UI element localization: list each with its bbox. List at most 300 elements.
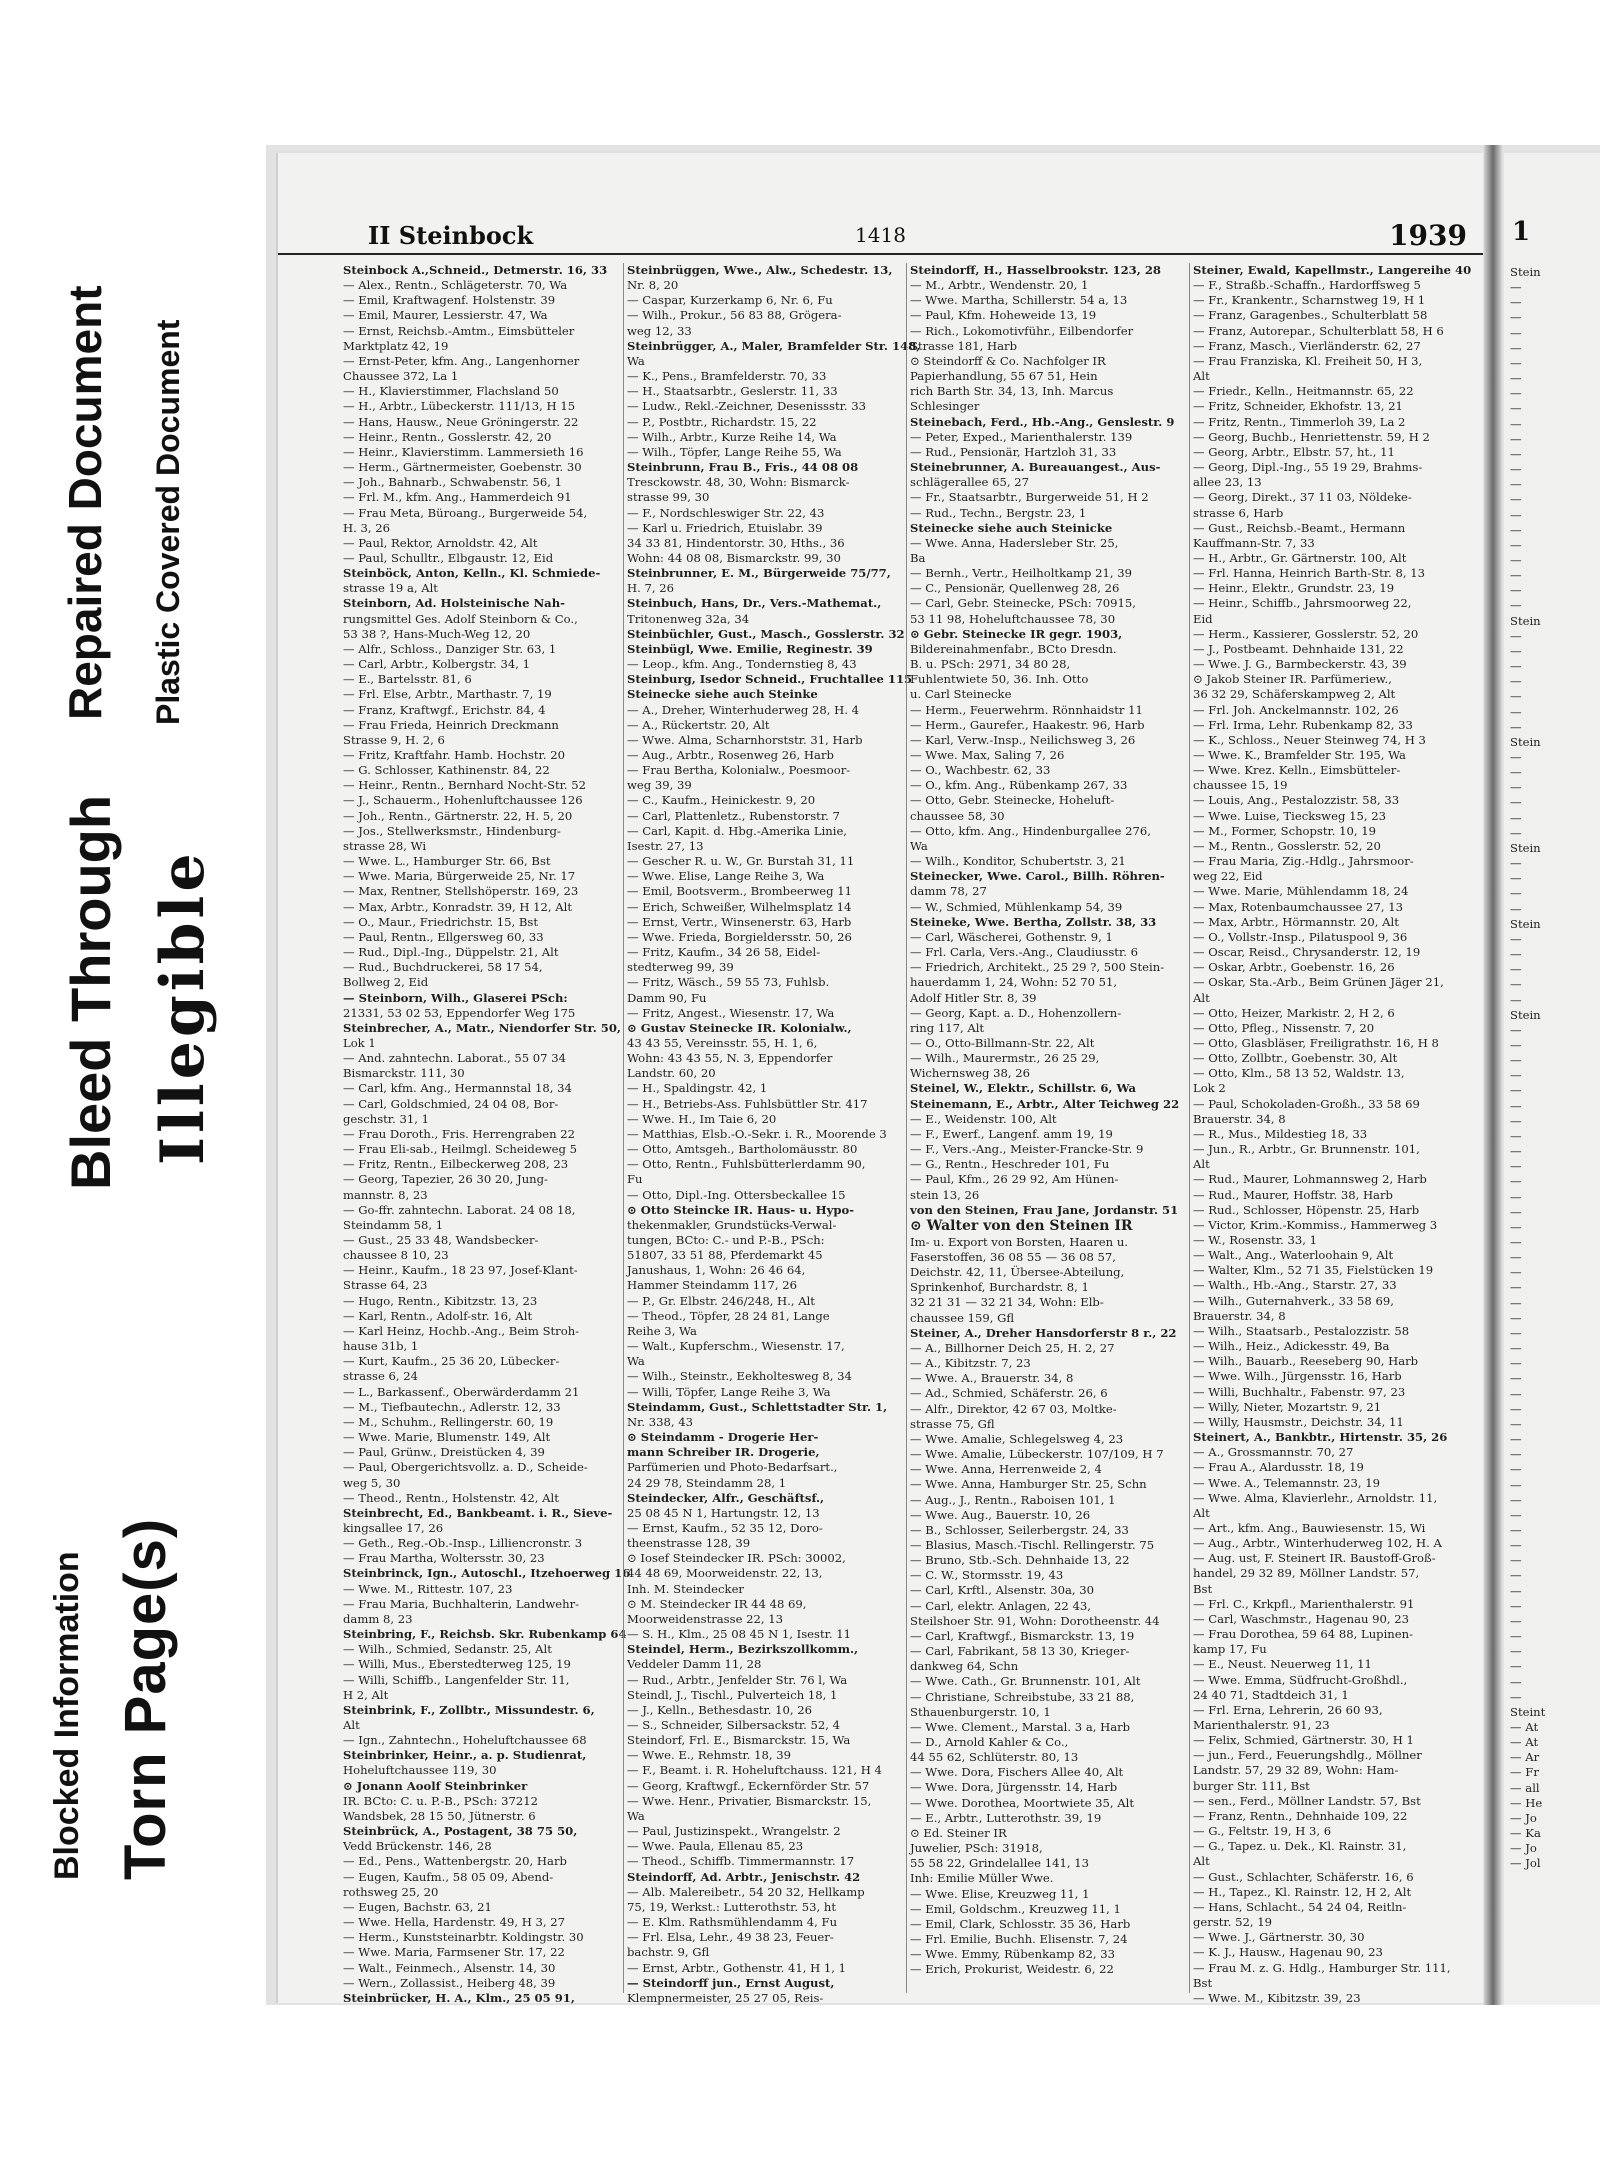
scanned-book-spread [266, 145, 1600, 2005]
directory-entry: — Georg, Direkt., 37 11 03, Nöldeke- [1193, 490, 1412, 505]
directory-entry: strasse 99, 30 [627, 490, 710, 505]
directory-entry: — sen., Ferd., Möllner Landstr. 57, Bst [1193, 1793, 1421, 1808]
directory-entry: — Franz, Autorepar., Schulterblatt 58, H 6 [1193, 323, 1444, 338]
directory-entry: — Georg, Arbtr., Elbstr. 57, ht., 11 [1193, 444, 1395, 459]
page-number: 1418 [855, 223, 906, 247]
directory-entry: — Heinr., Kaufm., 18 23 97, Josef-Klant- [343, 1263, 578, 1278]
directory-entry: Bst [1193, 1581, 1213, 1596]
directory-entry: 44 48 69, Moorweidenstr. 22, 13, [627, 1566, 823, 1581]
next-page-line: — Ka [1510, 1826, 1541, 1841]
directory-entry: — Aug., J., Rentn., Raboisen 101, 1 [910, 1492, 1116, 1507]
directory-entry: — Wwe. A., Telemannstr. 23, 19 [1193, 1475, 1381, 1490]
directory-entry: Nr. 8, 20 [627, 278, 679, 293]
directory-entry: — Joh., Rentn., Gärtnerstr. 22, H. 5, 20 [343, 808, 573, 823]
directory-entry: — Ed., Pens., Wattenbergstr. 20, Harb [343, 1854, 567, 1869]
directory-entry: tungen, BCto: C.- und P.-B., PSch: [627, 1233, 825, 1247]
next-page-line: — [1510, 931, 1522, 946]
directory-entry: ⊙ Gustav Steinecke IR. Kolonialw., [627, 1020, 852, 1035]
directory-entry: — Jun., R., Arbtr., Gr. Brunnenstr. 101, [1193, 1142, 1420, 1157]
directory-entry: — Alfr., Schloss., Danziger Str. 63, 1 [343, 641, 557, 656]
directory-entry: — W., Rosenstr. 33, 1 [1193, 1233, 1317, 1247]
directory-entry: — Wilh., Steinstr., Eekholtesweg 8, 34 [627, 1369, 852, 1384]
next-page-line: — [1510, 1341, 1522, 1356]
directory-entry: stedterweg 99, 39 [627, 960, 734, 975]
directory-entry: — Paul, Rentn., Ellgersweg 60, 33 [343, 929, 544, 944]
directory-entry: — F., Ewerf., Langenf. amm 19, 19 [910, 1126, 1113, 1141]
directory-entry: — O., Vollstr.-Insp., Pilatuspool 9, 36 [1193, 929, 1408, 944]
directory-entry: — Rud., Buchdruckerei, 58 17 54, [343, 960, 543, 975]
directory-entry: — jun., Ferd., Feuerungshdlg., Möllner [1193, 1748, 1422, 1763]
directory-entry: H. 3, 26 [343, 520, 390, 535]
next-page-line: — [1510, 1235, 1522, 1249]
directory-entry: Wa [627, 1354, 645, 1369]
directory-entry: Steindamm 58, 1 [343, 1217, 444, 1232]
directory-entry: — Fritz, Wäsch., 59 55 73, Fuhlsb. [627, 975, 830, 990]
directory-entry: Steinebrunner, A. Bureauangest., Aus- [910, 460, 1161, 475]
directory-entry: — Frl. Joh. Anckelmannstr. 102, 26 [1193, 702, 1399, 717]
directory-entry: — Wwe. J., Gärtnerstr. 30, 30 [1193, 1930, 1365, 1945]
next-page-line: — [1510, 1553, 1522, 1568]
directory-entry: thekenmakler, Grundstücks-Verwal- [627, 1217, 837, 1232]
directory-entry: — B., Schlosser, Seilerbergstr. 24, 33 [910, 1522, 1129, 1537]
directory-entry: — H., Betriebs-Ass. Fuhlsbüttler Str. 417 [627, 1096, 868, 1111]
directory-entry: — C., Pensionär, Quellenweg 28, 26 [910, 581, 1120, 596]
directory-entry: — Frau M. z. G. Hdlg., Hamburger Str. 111, [1193, 1960, 1451, 1975]
directory-entry: — Willi, Schiffb., Langenfelder Str. 11, [343, 1672, 570, 1687]
next-page-line: — At [1510, 1735, 1539, 1750]
directory-entry: — Franz, Masch., Vierländerstr. 62, 27 [1193, 338, 1421, 353]
directory-entry: Steinbrunner, E. M., Bürgerweide 75/77, [627, 566, 891, 581]
directory-entry: — Caspar, Kurzerkamp 6, Nr. 6, Fu [627, 293, 833, 308]
directory-entry: — Wwe. L., Hamburger Str. 66, Bst [343, 854, 551, 869]
directory-entry: Steiner, A., Dreher Hansdorferstr 8 r., 22 [910, 1325, 1177, 1340]
next-page-line: — [1510, 1568, 1522, 1583]
directory-entry: — Emil, Clark, Schlosstr. 35 36, Harb [910, 1916, 1131, 1931]
directory-entry: — Blasius, Masch.-Tischl. Rellingerstr. 75 [910, 1537, 1155, 1552]
directory-entry: — Gescher R. u. W., Gr. Burstah 31, 11 [627, 854, 855, 869]
directory-entry: Steindel, Herm., Bezirkszollkomm., [627, 1642, 859, 1657]
directory-entry: Papierhandlung, 55 67 51, Hein [910, 369, 1098, 384]
directory-entry: Ba [910, 550, 926, 565]
next-page-line: — [1510, 1325, 1522, 1340]
directory-entry: H. 7, 26 [627, 581, 674, 596]
directory-entry: — Wwe. Amalie, Schlegelsweg 4, 23 [910, 1431, 1124, 1446]
next-page-line: — [1510, 825, 1522, 840]
directory-entry: Lok 1 [343, 1035, 376, 1050]
directory-entry: — Frau A., Alardusstr. 18, 19 [1193, 1460, 1364, 1475]
directory-entry: Steineke, Wwe. Bertha, Zollstr. 38, 33 [910, 914, 1157, 929]
directory-entry: Steindorff, Ad. Arbtr., Jenischstr. 42 [627, 1869, 861, 1884]
next-page-line: — [1510, 507, 1522, 522]
directory-entry: — Frau Maria, Zig.-Hdlg., Jahrsmoor- [1193, 854, 1414, 869]
directory-entry: — Alb. Malereibetr., 54 20 32, Hellkamp [627, 1884, 865, 1899]
next-page-line: — [1510, 1189, 1522, 1204]
directory-entry: — Otto, Amtsgeh., Bartholomäusstr. 80 [627, 1142, 858, 1157]
directory-entry: — H., Arbtr., Gr. Gärtnerstr. 100, Alt [1193, 550, 1407, 565]
directory-entry: — Walt., Ang., Waterloohain 9, Alt [1193, 1248, 1394, 1263]
directory-entry: dankweg 64, Schn [910, 1659, 1019, 1674]
directory-entry: — Paul, Kfm. Hoheweide 13, 19 [910, 308, 1097, 323]
directory-entry: chaussee 159, Gfl [910, 1310, 1015, 1325]
directory-entry: Alt [1193, 1854, 1210, 1869]
directory-entry: Marktplatz 42, 19 [343, 338, 449, 353]
next-page-line: — [1510, 750, 1522, 764]
directory-entry: — Fr., Staatsarbtr., Burgerweide 51, H 2 [910, 490, 1149, 505]
directory-entry: — Heinr., Schiffb., Jahrsmoorweg 22, [1193, 596, 1412, 611]
next-page-line: — [1510, 886, 1522, 901]
column-1 [340, 263, 631, 2005]
directory-entry: chaussee 15, 19 [1193, 778, 1288, 793]
directory-entry: — Heinr., Elektr., Grundstr. 23, 19 [1193, 581, 1395, 596]
directory-entry: weg 22, Eid [1193, 869, 1263, 884]
directory-entry: Parfümerien und Photo-Bedarfsart., [627, 1460, 838, 1475]
next-page-line: — [1510, 1204, 1522, 1219]
directory-entry: burger Str. 111, Bst [1193, 1778, 1310, 1793]
directory-entry: 55 58 22, Grindelallee 141, 13 [910, 1856, 1089, 1871]
directory-entry: Steindorf, Frl. E., Bismarckstr. 15, Wa [627, 1733, 851, 1748]
directory-entry: Wandsbek, 28 15 50, Jütnerstr. 6 [343, 1808, 536, 1823]
directory-entry: 44 55 62, Schlüterstr. 80, 13 [910, 1750, 1079, 1765]
scanner-target-strip [0, 0, 250, 2177]
directory-entry: — P., Gr. Elbstr. 246/248, H., Alt [627, 1293, 815, 1308]
directory-entry: — Rud., Arbtr., Jenfelder Str. 76 l, Wa [627, 1672, 848, 1687]
directory-entry: ⊙ Iosef Steindecker IR. PSch: 30002, [627, 1551, 846, 1566]
directory-entry: — Rud., Pensionär, Hartzloh 31, 33 [910, 444, 1117, 459]
directory-entry: — Paul, Rektor, Arnoldstr. 42, Alt [343, 535, 538, 550]
directory-entry: rungsmittel Ges. Adolf Steinborn & Co., [343, 611, 578, 626]
directory-entry: — Frl. M., kfm. Ang., Hammerdeich 91 [343, 490, 572, 505]
directory-entry: — F., Straßb.-Schaffn., Hardorffsweg 5 [1193, 278, 1421, 293]
next-page-line: — [1510, 1598, 1522, 1613]
directory-entry: — D., Arnold Kahler & Co., [910, 1735, 1069, 1749]
directory-entry: — Wwe. Alma, Scharnhorststr. 31, Harb [627, 732, 863, 747]
directory-entry: Sprinkenhof, Burchardstr. 8, 1 [910, 1280, 1089, 1295]
directory-entry: — K. J., Hausw., Hagenau 90, 23 [1193, 1945, 1383, 1960]
directory-entry: Fuhlentwiete 50, 36. Inh. Otto [910, 672, 1089, 687]
next-page-line: — [1510, 1492, 1522, 1507]
next-page-line: Stein [1510, 265, 1541, 279]
label-torn-pages: Torn Page(s) [113, 1517, 178, 1880]
next-page-line: — [1510, 492, 1522, 507]
directory-entry: Kauffmann-Str. 7, 33 [1193, 535, 1315, 550]
next-page-line: — [1510, 643, 1522, 658]
directory-entry: — Otto, Klm., 58 13 52, Waldstr. 13, [1193, 1066, 1405, 1081]
directory-entry: Inh. M. Steindecker [627, 1581, 744, 1596]
directory-entry: Steindamm, Gust., Schlettstadter Str. 1, [627, 1399, 888, 1414]
directory-entry: — A., Kibitzstr. 7, 23 [910, 1356, 1031, 1371]
directory-entry: Wa [627, 1808, 645, 1823]
directory-entry: — A., Rückertstr. 20, Alt [627, 717, 770, 732]
next-page-line: — [1510, 719, 1522, 734]
directory-entry: — Oskar, Sta.-Arb., Beim Grünen Jäger 21, [1193, 975, 1444, 990]
directory-entry: — Wwe. Anna, Herrenweide 2, 4 [910, 1462, 1102, 1477]
directory-entry: — Hans, Schlacht., 54 24 04, Reitln- [1193, 1899, 1407, 1914]
directory-entry: — Fritz, Kraftfahr. Hamb. Hochstr. 20 [343, 748, 565, 762]
column-3 [906, 263, 1183, 1993]
directory-entry: mann Schreiber IR. Drogerie, [627, 1445, 820, 1460]
directory-entry: — Wwe. Clement., Marstal. 3 a, Harb [910, 1719, 1131, 1734]
directory-entry: — Gust., Reichsb.-Beamt., Hermann [1193, 520, 1406, 535]
directory-entry: — Emil, Goldschm., Kreuzweg 11, 1 [910, 1901, 1121, 1916]
directory-entry: — Carl, Arbtr., Kolbergstr. 34, 1 [343, 657, 531, 672]
next-page-line: — [1510, 1538, 1522, 1553]
directory-entry: strasse 19 a, Alt [343, 581, 438, 596]
directory-entry: — Otto, Heizer, Markistr. 2, H 2, 6 [1193, 1005, 1395, 1020]
directory-entry: — H., Arbtr., Lübeckerstr. 111/13, H 15 [343, 399, 576, 414]
directory-entry: — Ernst, Vertr., Winsenerstr. 63, Harb [627, 914, 852, 929]
directory-entry: — Wwe. Aug., Bauerstr. 10, 26 [910, 1507, 1091, 1522]
directory-entry: — Theod., Rentn., Holstenstr. 42, Alt [343, 1490, 559, 1505]
next-page-header: 1 [1512, 217, 1531, 247]
next-page-line: — [1510, 1280, 1522, 1295]
next-page-line: — [1510, 568, 1522, 583]
next-page-line: — [1510, 901, 1522, 916]
directory-entry: Steinbrink, F., Zollbtr., Missundestr. 6, [343, 1702, 595, 1717]
next-page-line: — [1510, 871, 1522, 886]
directory-entry: Faserstoffen, 36 08 55 — 36 08 57, [910, 1250, 1116, 1264]
directory-entry: — Ign., Zahntechn., Hoheluftchaussee 68 [343, 1733, 587, 1748]
directory-entry: — Wwe. Luise, Tiecksweg 15, 23 [1193, 808, 1386, 823]
directory-entry: — Frl. Else, Arbtr., Marthastr. 7, 19 [343, 687, 552, 702]
directory-entry: — Frau Meta, Büroang., Burgerweide 54, [343, 505, 588, 520]
label-illegible: Illegible [148, 849, 218, 1165]
directory-entry: — Frau Eli-sab., Heilmgl. Scheideweg 5 [343, 1142, 577, 1157]
directory-entry: — Georg, Tapezier, 26 30 20, Jung- [343, 1172, 548, 1187]
next-page-line: — [1510, 1356, 1522, 1371]
directory-entry: — Otto, Rentn., Fuhlsbütterlerdamm 90, [627, 1157, 866, 1172]
directory-entry: — Friedr., Kelln., Heitmannstr. 65, 22 [1193, 384, 1414, 399]
directory-entry: — Karl, Verw.-Insp., Neilichsweg 3, 26 [910, 732, 1136, 747]
directory-entry: — F., Vers.-Ang., Meister-Francke-Str. 9 [910, 1142, 1144, 1157]
directory-entry: Steinburg, Isedor Schneid., Fruchtallee 115 [627, 672, 913, 687]
directory-entry: — Walth., Hb.-Ang., Starstr. 27, 33 [1193, 1278, 1397, 1293]
directory-entry: — Herm., Kassierer, Gosslerstr. 52, 20 [1193, 626, 1419, 641]
directory-entry: ⊙ Ed. Steiner IR [910, 1825, 1007, 1840]
directory-entry: — Carl, kfm. Ang., Hermannstal 18, 34 [343, 1081, 572, 1096]
directory-entry: — Matthias, Elsb.-O.-Sekr. i. R., Moorende 3 [627, 1126, 887, 1141]
next-page-line: — [1510, 1250, 1522, 1265]
directory-entry: — C. W., Stormsstr. 19, 43 [910, 1568, 1064, 1583]
next-page-line: — [1510, 1053, 1522, 1068]
directory-entry: chaussee 8 10, 23 [343, 1248, 449, 1263]
directory-entry: — G., Rentn., Heschreder 101, Fu [910, 1157, 1110, 1172]
directory-entry: — Otto, kfm. Ang., Hindenburgallee 276, [910, 823, 1151, 838]
next-page-line: — [1510, 704, 1522, 719]
directory-entry: — Otto, Pfleg., Nissenstr. 7, 20 [1193, 1020, 1375, 1035]
directory-entry: — Joh., Bahnarb., Schwabenstr. 56, 1 [343, 475, 562, 490]
directory-entry: — Carl, Wäscherei, Gothenstr. 9, 1 [910, 929, 1113, 944]
directory-entry: — Ernst, Arbtr., Gothenstr. 41, H 1, 1 [627, 1960, 847, 1975]
directory-entry: weg 39, 39 [627, 778, 692, 793]
directory-entry: — Bruno, Stb.-Sch. Dehnhaide 13, 22 [910, 1553, 1130, 1568]
directory-entry: — Gust., Schlachter, Schäferstr. 16, 6 [1193, 1869, 1414, 1884]
directory-entry: Tresckowstr. 48, 30, Wohn: Bismarck- [627, 475, 850, 490]
directory-entry: Steinbock A.,Schneid., Detmerstr. 16, 33 [343, 263, 608, 277]
directory-entry: ⊙ Jakob Steiner IR. Parfümeriew., [1193, 672, 1392, 687]
directory-entry: — Wwe. Dora, Fischers Allee 40, Alt [910, 1765, 1124, 1780]
next-page-line: — [1510, 1371, 1522, 1386]
directory-entry: — Go-ffr. zahntechn. Laborat. 24 08 18, [343, 1202, 576, 1217]
directory-entry: 24 29 78, Steindamm 28, 1 [627, 1475, 787, 1490]
next-page-line: — Jol [1510, 1856, 1541, 1871]
directory-entry: — Eugen, Bachstr. 63, 21 [343, 1899, 492, 1914]
directory-entry: — Oskar, Arbtr., Goebenstr. 16, 26 [1193, 960, 1395, 975]
next-page-line: — [1510, 1583, 1522, 1598]
directory-entry: Isestr. 27, 13 [627, 838, 704, 853]
directory-columns [340, 263, 1472, 2005]
directory-entry: Alt [1193, 990, 1210, 1005]
next-page-line: — [1510, 1462, 1522, 1477]
directory-entry: — M., Arbtr., Wendenstr. 20, 1 [910, 278, 1089, 293]
directory-entry: strasse 75, Gfl [910, 1416, 995, 1431]
next-page-line: — [1510, 537, 1522, 552]
directory-entry: — Otto, Glasbläser, Freiligrathstr. 16, H 8 [1193, 1035, 1439, 1050]
next-page-line: — [1510, 1113, 1522, 1128]
directory-entry: — Frau Frieda, Heinrich Dreckmann [343, 717, 559, 732]
directory-entry: — E., Bartelsstr. 81, 6 [343, 672, 472, 687]
next-page-lines [1504, 153, 1600, 1872]
directory-entry: — Paul, Schulltr., Elbgaustr. 12, Eid [343, 550, 554, 565]
directory-entry: 43 43 55, Vereinsstr. 55, H. 1, 6, [627, 1035, 818, 1050]
directory-entry: — H., Klavierstimmer, Flachsland 50 [343, 384, 559, 399]
next-page-line: — [1510, 810, 1522, 825]
directory-entry: Steilshoer Str. 91, Wohn: Dorotheenstr. 44 [910, 1613, 1160, 1628]
directory-entry: — Frl. Erna, Lehrerin, 26 60 93, [1193, 1702, 1383, 1717]
next-page-line: — [1510, 295, 1522, 310]
directory-entry: IR. BCto: C. u. P.-B., PSch: 37212 [343, 1793, 538, 1808]
directory-entry: — Wern., Zollassist., Heiberg 48, 39 [343, 1975, 556, 1990]
directory-entry: B. u. PSch: 2971, 34 80 28, [910, 657, 1071, 672]
directory-entry: — Walter, Klm., 52 71 35, Fielstücken 19 [1193, 1263, 1434, 1278]
directory-entry: — Oscar, Reisd., Chrysanderstr. 12, 19 [1193, 945, 1421, 960]
directory-entry: — Otto, Zollbtr., Goebenstr. 30, Alt [1193, 1051, 1398, 1066]
directory-entry: — Geth., Reg.-Ob.-Insp., Lilliencronstr. 3 [343, 1536, 583, 1551]
next-page-line: — Ar [1510, 1750, 1540, 1765]
directory-entry: — K., Schloss., Neuer Steinweg 74, H 3 [1193, 732, 1426, 747]
next-page-line: — Jo [1510, 1841, 1537, 1856]
directory-entry: — Willi, Mus., Eberstedterweg 125, 19 [343, 1657, 571, 1672]
directory-entry: Wichernsweg 38, 26 [910, 1066, 1030, 1081]
directory-entry: — R., Mus., Mildestieg 18, 33 [1193, 1126, 1368, 1141]
directory-entry: — Fritz, Angest., Wiesenstr. 17, Wa [627, 1005, 835, 1020]
directory-entry: — Ludw., Rekl.-Zeichner, Desenissstr. 33 [627, 399, 866, 414]
directory-entry: — Carl, Waschmstr., Hagenau 90, 23 [1193, 1611, 1410, 1626]
next-page-line: — [1510, 1022, 1522, 1037]
directory-entry: — Wwe. Elise, Lange Reihe 3, Wa [627, 869, 825, 884]
directory-entry: ⊙ Otto Steincke IR. Haus- u. Hypo- [627, 1202, 855, 1217]
directory-entry: — Theod., Töpfer, 28 24 81, Lange [627, 1308, 830, 1323]
directory-entry: Moorweidenstrasse 22, 13 [627, 1611, 784, 1626]
directory-entry: u. Carl Steinecke [910, 687, 1012, 702]
directory-entry: 53 11 98, Hoheluftchaussee 78, 30 [910, 611, 1116, 626]
next-page-line: Stein [1510, 734, 1541, 749]
directory-entry: — Frl. C., Krkpfl., Marienthalerstr. 91 [1193, 1596, 1415, 1611]
next-page-line: — [1510, 371, 1522, 386]
page-header [278, 213, 1483, 255]
label-blocked-information: Blocked Information [48, 1551, 86, 1880]
directory-entry: ring 117, Alt [910, 1020, 985, 1035]
directory-entry: Steinbring, F., Reichsb. Skr. Rubenkamp 64 [343, 1627, 627, 1642]
directory-entry: — Leop., kfm. Ang., Tondernstieg 8, 43 [627, 657, 857, 672]
directory-entry: Sthauenburgerstr. 10, 1 [910, 1704, 1051, 1719]
directory-entry: Brauerstr. 34, 8 [1193, 1308, 1286, 1323]
directory-entry: — Aug., Arbtr., Winterhuderweg 102, H. A [1193, 1536, 1442, 1551]
directory-entry: — Wilh., Prokur., 56 83 88, Grögera- [627, 308, 842, 323]
next-page-line: — [1510, 446, 1522, 461]
directory-entry: Adolf Hitler Str. 8, 39 [910, 990, 1037, 1005]
section-title: II Steinbock [368, 221, 534, 250]
next-page-line: — [1510, 1629, 1522, 1644]
directory-entry: Klempnermeister, 25 27 05, Reis- [627, 1990, 824, 2005]
directory-entry: — Wwe. Martha, Schillerstr. 54 a, 13 [910, 293, 1128, 308]
directory-entry: rothsweg 25, 20 [343, 1884, 439, 1899]
directory-entry: — Wwe. A., Brauerstr. 34, 8 [910, 1371, 1074, 1386]
directory-entry: — Wwe. Maria, Farmsener Str. 17, 22 [343, 1945, 565, 1960]
directory-entry: — E. Klm. Rathsmühlendamm 4, Fu [627, 1915, 838, 1930]
directory-entry: — Art., kfm. Ang., Bauwiesenstr. 15, Wi [1193, 1520, 1426, 1535]
directory-entry: — Aug., Arbtr., Rosenweg 26, Harb [627, 748, 834, 762]
directory-entry: Steinbrinker, Heinr., a. p. Studienrat, [343, 1748, 587, 1763]
directory-entry: — Karl, Rentn., Adolf-str. 16, Alt [343, 1308, 533, 1323]
directory-entry: — Heinr., Rentn., Bernhard Nocht-Str. 52 [343, 778, 587, 793]
next-page-line: — [1510, 1083, 1522, 1098]
directory-entry: — Frau Dorothea, 59 64 88, Lupinen- [1193, 1627, 1414, 1642]
next-page-line: — [1510, 674, 1522, 689]
directory-entry: — A., Billhorner Deich 25, H. 2, 27 [910, 1340, 1115, 1355]
directory-entry: — Carl, Kapit. d. Hbg.-Amerika Linie, [627, 823, 847, 838]
next-page-line: — [1510, 856, 1522, 871]
next-page-edge [1504, 153, 1600, 2005]
directory-entry: 34 33 81, Hindentorstr. 30, Hths., 36 [627, 535, 845, 550]
directory-entry: — H., Spaldingstr. 42, 1 [627, 1081, 768, 1096]
directory-entry: Steinbrück, A., Postagent, 38 75 50, [343, 1824, 578, 1839]
directory-entry: — Wilh., Guternahverk., 33 58 69, [1193, 1293, 1394, 1308]
next-page-line: — [1510, 416, 1522, 431]
directory-entry: stein 13, 26 [910, 1187, 980, 1202]
directory-entry: — Heinr., Klavierstimm. Lammersieth 16 [343, 444, 584, 459]
directory-entry: — Theod., Schiffb. Timmermannstr. 17 [627, 1854, 855, 1869]
next-page-line: — [1510, 1128, 1522, 1143]
directory-entry: Hoheluftchaussee 119, 30 [343, 1763, 497, 1778]
directory-entry: Hammer Steindamm 117, 26 [627, 1278, 797, 1293]
directory-entry: Brauerstr. 34, 8 [1193, 1111, 1286, 1126]
next-page-line: — [1510, 1265, 1522, 1280]
directory-entry: handel, 29 32 89, Möllner Landstr. 57, [1193, 1566, 1420, 1581]
directory-entry: Wa [910, 838, 928, 853]
directory-entry: Alt [343, 1718, 360, 1732]
directory-entry: Juwelier, PSch: 31918, [910, 1841, 1043, 1856]
directory-entry: — Rud., Maurer, Hoffstr. 38, Harb [1193, 1187, 1393, 1202]
directory-entry: Bismarckstr. 111, 30 [343, 1066, 465, 1081]
directory-entry: gerstr. 52, 19 [1193, 1915, 1272, 1930]
directory-entry: 21331, 53 02 53, Eppendorfer Weg 175 [343, 1005, 576, 1020]
directory-entry: — Frau Doroth., Fris. Herrengraben 22 [343, 1126, 575, 1141]
directory-entry: — Carl, Fabrikant, 58 13 30, Krieger- [910, 1644, 1130, 1659]
column-2 [623, 263, 921, 2005]
directory-entry: — Otto, Dipl.-Ing. Ottersbeckallee 15 [627, 1187, 846, 1202]
directory-entry: — Paul, Schokoladen-Großh., 33 58 69 [1193, 1096, 1420, 1111]
directory-entry: — Paul, Justizinspekt., Wrangelstr. 2 [627, 1824, 841, 1839]
directory-entry: — Franz, Garagenbes., Schulterblatt 58 [1193, 308, 1428, 323]
directory-entry: — Wwe. Emma, Südfrucht-Großhdl., [1193, 1672, 1408, 1687]
directory-entry: — Wwe. M., Kibitzstr. 39, 23 [1193, 1990, 1361, 2005]
directory-entry: — Wwe. Emmy, Rübenkamp 82, 33 [910, 1947, 1116, 1962]
directory-entry: — Wwe. Dora, Jürgensstr. 14, Harb [910, 1780, 1118, 1795]
directory-entry: — Wwe. Dorothea, Moortwiete 35, Alt [910, 1795, 1135, 1810]
next-page-line: — [1510, 552, 1522, 567]
next-page-line: — all [1510, 1780, 1540, 1795]
directory-entry: — Karl Heinz, Hochb.-Ang., Beim Stroh- [343, 1323, 580, 1338]
